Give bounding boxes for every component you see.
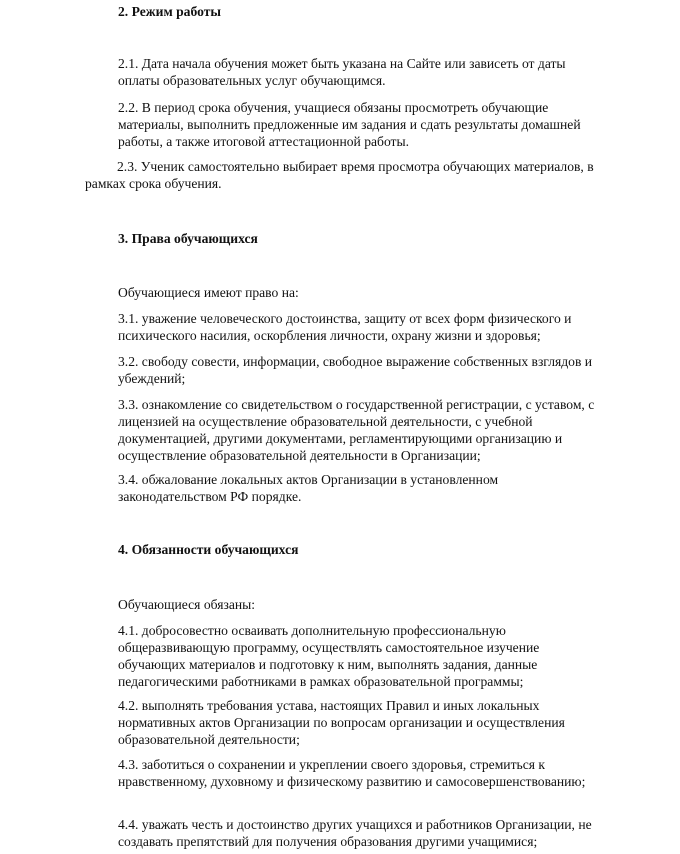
paragraph-2-2: 2.2. В период срока обучения, учащиеся обязаны просмотреть обучающие материалы, выполнить предложенные им задания и сдать результаты домашней работы, а также итоговой аттестационной работы. xyxy=(118,100,581,149)
paragraph-3-4: 3.4. обжалование локальных актов Организации в установленном законодательством РФ порядке. xyxy=(118,472,499,504)
paragraph-2-1: 2.1. Дата начала обучения может быть указана на Сайте или зависеть от даты оплаты образовательных услуг обучающимся. xyxy=(118,56,566,88)
section-4-intro: Обучающиеся обязаны: xyxy=(118,597,256,612)
paragraph-3-2: 3.2. свободу совести, информации, свободное выражение собственных взглядов и убеждений; xyxy=(118,354,593,386)
paragraph-4-1: 4.1. добросовестно осваивать дополнительную профессиональную общеразвивающую программу, осуществлять самостоятельное изучение обучающих материалов и подготовку к ним, выполнять задания, данные педагогическими работниками в рамках образовательной программы; xyxy=(118,623,540,689)
section-2-heading: 2. Режим работы xyxy=(118,4,221,19)
paragraph-2-3: 2.3. Ученик самостоятельно выбирает время просмотра обучающих материалов, в рамках срока обучения. xyxy=(85,159,594,191)
paragraph-4-3: 4.3. заботиться о сохранении и укреплении своего здоровья, стремиться к нравственному, духовному и физическому развитию и самосовершенствованию; xyxy=(118,757,586,789)
paragraph-3-1: 3.1. уважение человеческого достоинства, защиту от всех форм физического и психического насилия, оскорбления личности, охрану жизни и здоровья; xyxy=(118,311,572,343)
paragraph-4-2: 4.2. выполнять требования устава, настоящих Правил и иных локальных нормативных актов Организации по вопросам организации и осуществления образовательной деятельности; xyxy=(118,698,565,747)
section-4-heading: 4. Обязанности обучающихся xyxy=(118,542,299,557)
paragraph-4-4: 4.4. уважать честь и достоинство других учащихся и работников Организации, не создавать препятствий для получения образования другими учащимися; xyxy=(118,817,592,849)
section-3-heading: 3. Права обучающихся xyxy=(118,231,258,246)
paragraph-3-3: 3.3. ознакомление со свидетельством о государственной регистрации, с уставом, с лицензией на осуществление образовательной деятельности, с учебной документацией, другими документами, регламентирующими организацию и осуществление образовательной деятельности в Организации; xyxy=(118,397,595,463)
section-3-intro: Обучающиеся имеют право на: xyxy=(118,285,299,300)
